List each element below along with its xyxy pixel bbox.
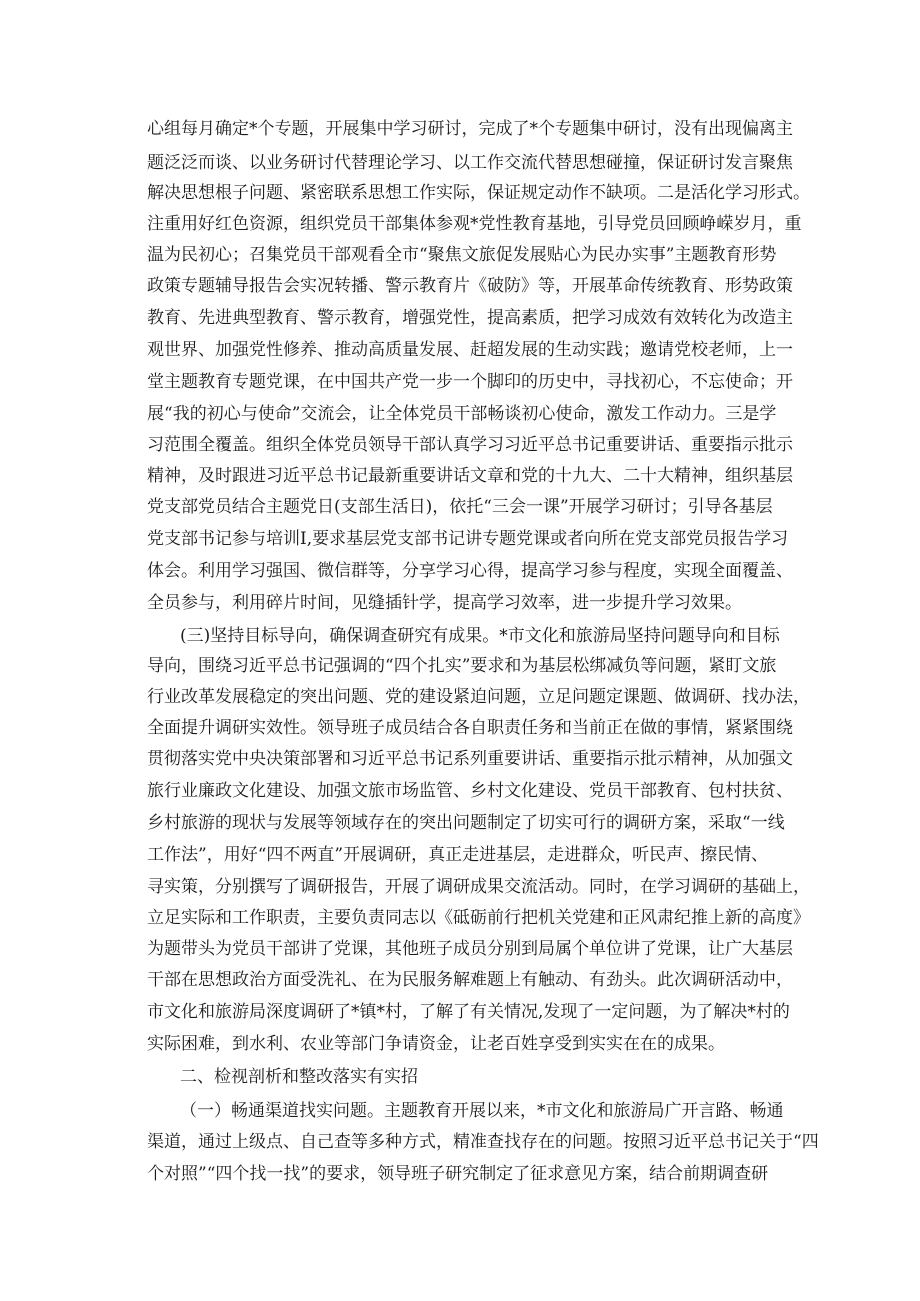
text-line: 工作法”，用好“四不两直”开展调研，真正走进基层，走进群众，听民声、擦民情、 bbox=[147, 845, 769, 865]
text-line: 寻实策，分别撰写了调研报告，开展了调研成果交流活动。同时，在学习调研的基础上， bbox=[147, 877, 810, 897]
text-line: 渠道，通过上级点、自己查等多种方式，精准查找存在的问题。按照习近平总书记关于“四 bbox=[147, 1132, 819, 1152]
text-line: 习范围全覆盖。组织全体党员领导干部认真学习习近平总书记重要讲话、重要指示批示 bbox=[147, 435, 793, 455]
text-line: 教育、先进典型教育、警示教育，增强党性，提高素质，把学习成效有效转化为改造主 bbox=[147, 308, 793, 328]
text-line: 精神，及时跟进习近平总书记最新重要讲话文章和党的十九大、二十大精神，组织基层 bbox=[147, 466, 793, 486]
text-line: 党支部书记参与培训I,要求基层党支部书记讲专题党课或者向所在党支部党员报告学习 bbox=[147, 529, 789, 549]
text-line: 实际困难，到水利、农业等部门争请资金，让老百姓享受到实实在在的成果。 bbox=[147, 1034, 725, 1054]
text-line: 堂主题教育专题党课，在中国共产党一步一个脚印的历史中，寻找初心，不忘使命；开 bbox=[147, 372, 793, 392]
text-line: 旅行业廉政文化建设、加强文旅市场监管、乡村文化建设、党员干部教育、包村扶贫、 bbox=[147, 781, 793, 801]
text-line: 展“我的初心与使命”交流会，让全体党员干部畅谈初心使命，激发工作动力。三是学 bbox=[147, 404, 777, 424]
text-line: 政策专题辅导报告会实况转播、警示教育片《破防》等，开展革命传统教育、形势政策 bbox=[147, 276, 793, 296]
text-line: 为题带头为党员干部讲了党课，其他班子成员分别到局属个单位讲了党课，让广大基层 bbox=[147, 939, 793, 959]
text-line: 全员参与，利用碎片时间，见缝插针学，提高学习效率，进一步提升学习效果。 bbox=[147, 593, 742, 613]
text-line: 导向，围绕习近平总书记强调的“四个扎实”要求和为基层松绑减负等问题，紧盯文旅 bbox=[147, 656, 777, 676]
text-line: 心组每月确定*个专题，开展集中学习研讨，完成了*个专题集中研讨，没有出现偏离主 bbox=[147, 119, 793, 139]
text-line: 温为民初心；召集党员干部观看全市“聚焦文旅促发展贴心为民办实事”主题教育形势 bbox=[147, 245, 777, 265]
text-line: 个对照”“四个找一找”的要求，领导班子研究制定了征求意见方案，结合前期调查研 bbox=[147, 1164, 769, 1184]
text-line: 行业改革发展稳定的突出问题、党的建设紧迫问题，立足问题定课题、做调研、找办法， bbox=[147, 687, 810, 707]
text-line: 观世界、加强党性修养、推动高质量发展、赶超发展的生动实践；邀请党校老师，上一 bbox=[147, 340, 793, 360]
text-line: 立足实际和工作职责，主要负责同志以《砥砺前行把机关党建和正风肃纪推上新的高度》 bbox=[147, 908, 810, 928]
text-line: 贯彻落实党中央决策部署和习近平总书记系列重要讲话、重要指示批示精神，从加强文 bbox=[147, 749, 793, 769]
text-line: 乡村旅游的现状与发展等领域存在的突出问题制定了切实可行的调研方案，采取“一线 bbox=[147, 813, 785, 833]
text-line: 解决思想根子问题、紧密联系思想工作实际，保证规定动作不缺项。二是活化学习形式。 bbox=[147, 183, 810, 203]
text-line: 全面提升调研实效性。领导班子成员结合各自职责任务和当前正在做的事情，紧紧围绕 bbox=[147, 718, 793, 738]
text-line: 市文化和旅游局深度调研了*镇*村，了解了有关情况,发现了一定问题，为了解决*村的 bbox=[147, 1002, 790, 1022]
text-line: 体会。利用学习强国、微信群等，分享学习心得，提高学习参与程度，实现全面覆盖、 bbox=[147, 561, 793, 581]
section-heading: 二、检视剖析和整改落实有实招 bbox=[180, 1067, 418, 1087]
text-line: (三)坚持目标导向，确保调查研究有成果。*市文化和旅游局坚持问题导向和目标 bbox=[180, 626, 780, 646]
text-line: 党支部党员结合主题党日(支部生活日)，依托“三会一课”开展学习研讨；引导各基层 bbox=[147, 497, 773, 517]
text-line: 干部在思想政治方面受洗礼、在为民服务解难题上有触动、有劲头。此次调研活动中， bbox=[147, 970, 793, 990]
text-line: 注重用好红色资源，组织党员干部集体参观*党性教育基地，引导党员回顾峥嵘岁月，重 bbox=[147, 214, 802, 234]
text-line: （一）畅通渠道找实问题。主题教育开展以来，*市文化和旅游局广开言路、畅通 bbox=[180, 1101, 784, 1121]
text-line: 题泛泛而谈、以业务研讨代替理论学习、以工作交流代替思想碰撞，保证研讨发言聚焦 bbox=[147, 153, 793, 173]
